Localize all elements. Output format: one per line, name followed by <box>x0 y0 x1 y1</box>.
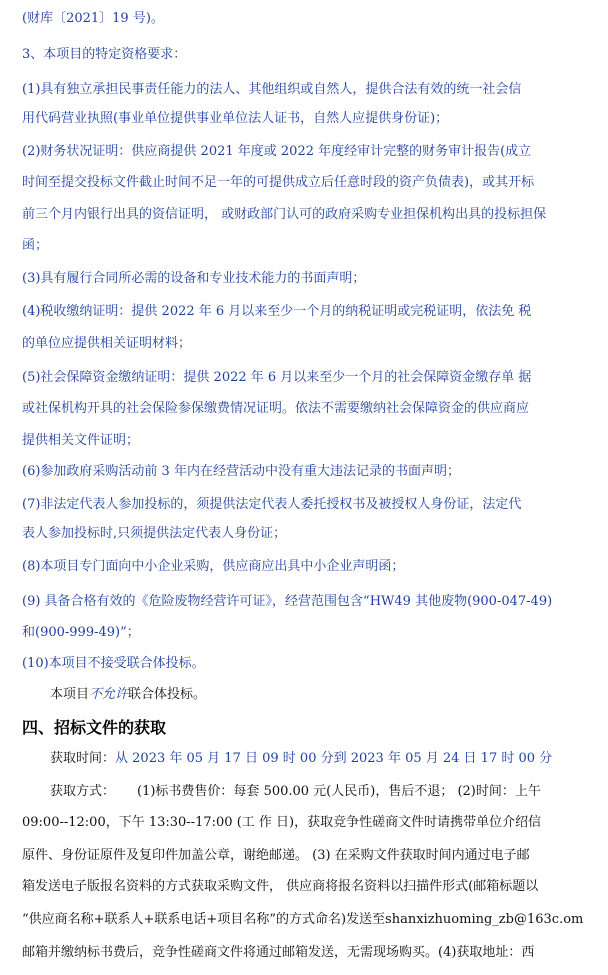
text-line: 原件、身份证原件及复印件加盖公章，谢绝邮递。 (3) 在采购文件获取时间内通过电子邮 <box>22 848 530 863</box>
acquisition-time-value: 从 2023 年 05 月 17 日 09 时 00 分到 2023 年 05 月 24 日 17 时 00 分 <box>115 751 553 766</box>
acquisition-time-label: 获取时间： <box>50 751 116 766</box>
text-line: 表人参加投标时,只须提供法定代表人身份证； <box>22 526 287 541</box>
text-line: 3、本项目的特定资格要求： <box>22 47 187 62</box>
text-line: “供应商名称+联系人+联系电话+项目名称”的方式命名)发送至shanxizhuoming_zb@163c.om <box>22 912 584 927</box>
text-line: 邮箱并缴纳标书费后，竞争性磋商文件将通过邮箱发送，无需现场购买。(4)获取地址：西 <box>22 945 535 960</box>
text-line: (1)具有独立承担民事责任能力的法人、其他组织或自然人，提供合法有效的统一社会信 <box>22 82 522 97</box>
text-line: 函； <box>22 238 49 253</box>
text-line: (4)税收缴纳证明：提供 2022 年 6 月以来至少一个月的纳税证明或完税证明，依法免 税 <box>22 304 532 319</box>
acquisition-time-line <box>50 746 606 772</box>
text-line: (5)社会保障资金缴纳证明：提供 2022 年 6 月以来至少一个月的社会保障资金缴存单 据 <box>22 370 532 385</box>
acquisition-method-label: 获取方式： <box>50 784 116 799</box>
text-line: (9) 具备合格有效的《危险废物经营许可证》，经营范围包含“HW49 其他废物(900-047-49) <box>22 594 553 609</box>
text-line: (6)参加政府采购活动前 3 年内在经营活动中没有重大违法记录的书面声明； <box>22 464 460 479</box>
text-line: 的单位应提供相关证明材料； <box>22 336 192 351</box>
text-line: 或社保机构开具的社会保险参保缴费情况证明。依法不需要缴纳社会保障资金的供应商应 <box>22 401 530 416</box>
consortium-prefix: 本项目 <box>50 687 90 702</box>
text-line: (7)非法定代表人参加投标的，须提供法定代表人委托授权书及被授权人身份证，法定代 <box>22 497 522 512</box>
section-heading: 四、招标文件的获取 <box>22 718 167 737</box>
text-line: (财库〔2021〕19 号)。 <box>22 11 164 26</box>
text-line: 和(900-999-49)”； <box>22 625 140 640</box>
acquisition-method-line <box>50 779 606 805</box>
text-line: (2)财务状况证明：供应商提供 2021 年度或 2022 年度经审计完整的财务审计报告(成立 <box>22 144 532 159</box>
text-line: (10)本项目不接受联合体投标。 <box>22 656 205 671</box>
consortium-highlight: 不允许 <box>89 687 129 702</box>
text-line: 时间至提交投标文件截止时间不足一年的可提供成立后任意时段的资产负债表)，或其开标 <box>22 175 535 190</box>
text-line: (3)具有履行合同所必需的设备和专业技术能力的书面声明； <box>22 271 366 286</box>
text-line: (8)本项目专门面向中小企业采购，供应商应出具中小企业声明函； <box>22 559 405 574</box>
text-line: 09:00--12:00，下午 13:30--17:00 (工 作 日)，获取竞争性磋商文件时请携带单位介绍信 <box>22 815 542 830</box>
text-line: 箱发送电子版报名资料的方式获取采购文件， 供应商将报名资料以扫描件形式(邮箱标题以 <box>22 879 539 894</box>
text-line: 前三个月内银行出具的资信证明， 或财政部门认可的政府采购专业担保机构出具的投标担保 <box>22 207 547 222</box>
consortium-line <box>50 682 606 708</box>
consortium-suffix: 联合体投标。 <box>128 687 207 702</box>
acquisition-method-text: (1)标书费售价：每套 500.00 元(人民币)，售后不退； (2)时间：上午 <box>137 784 541 799</box>
text-line: 用代码营业执照(事业单位提供事业单位法人证书，自然人应提供身份证)； <box>22 111 449 126</box>
text-line: 提供相关文件证明； <box>22 433 140 448</box>
